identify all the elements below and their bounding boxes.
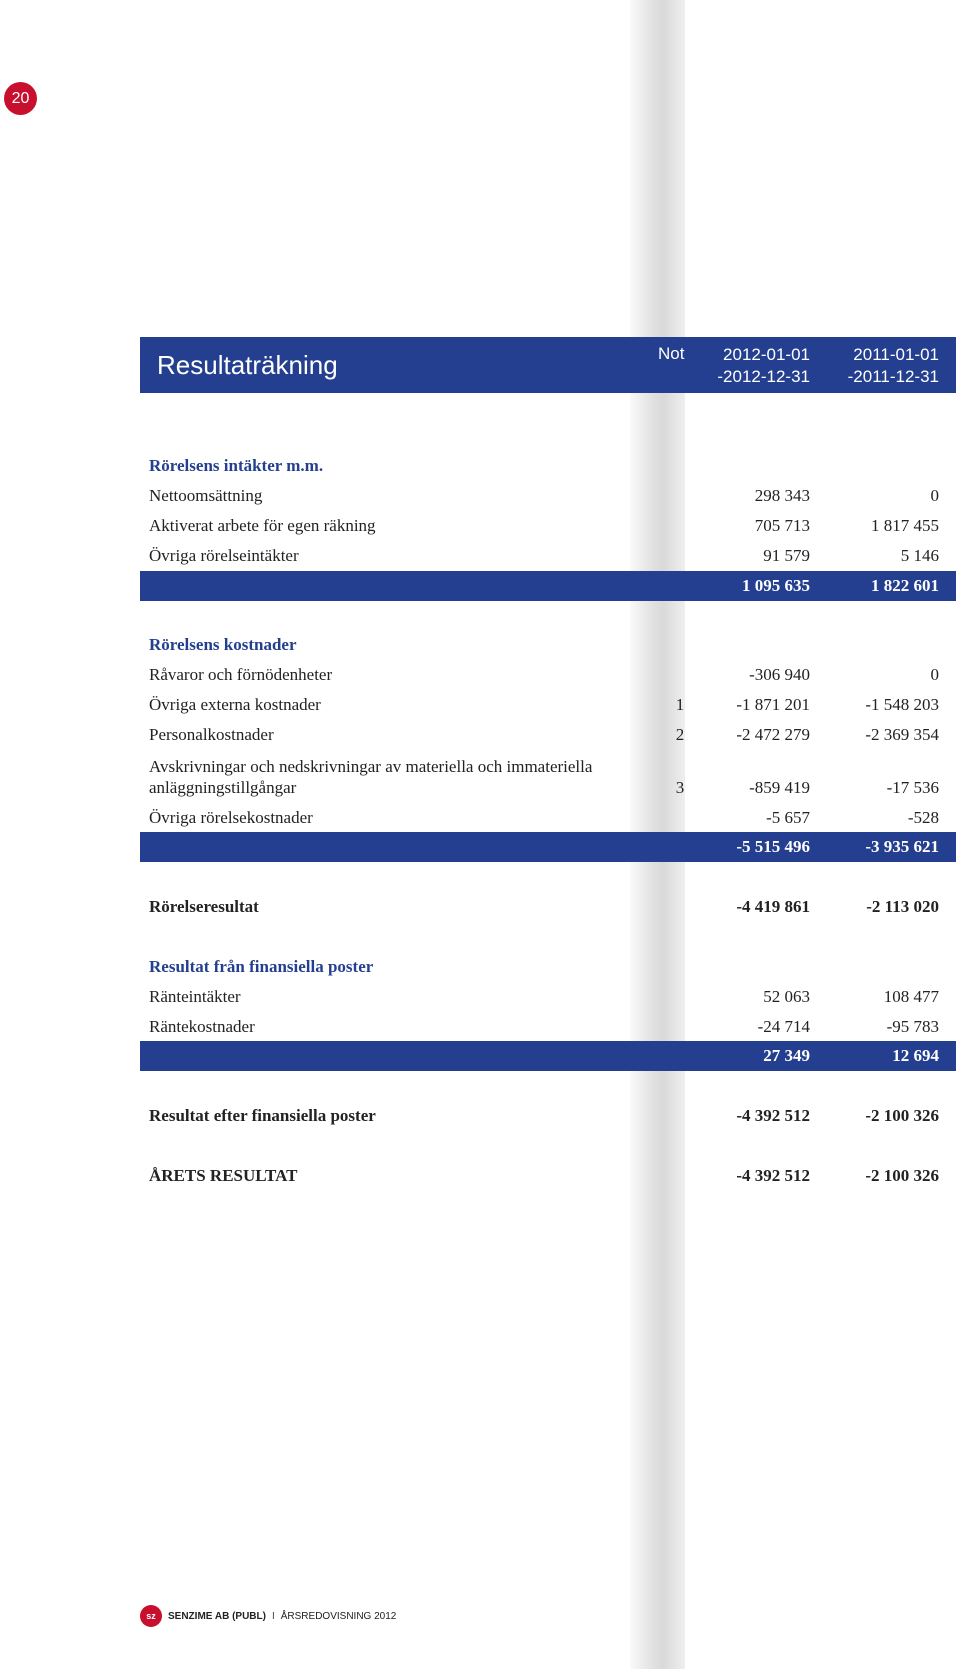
period-2012-start: 2012-01-01 <box>723 345 810 364</box>
value-2011: -2 369 354 <box>865 725 939 744</box>
table-row <box>140 690 956 720</box>
row-label: Rörelsens kostnader <box>149 635 297 654</box>
value-2012: -306 940 <box>749 665 810 684</box>
company-name: SENZIME AB (PUBL) <box>168 1610 266 1622</box>
row-label: Aktiverat arbete för egen räkning <box>149 516 376 535</box>
period-2011-start: 2011-01-01 <box>853 345 939 364</box>
value-2012: 705 713 <box>754 516 810 535</box>
page-footer <box>140 1604 396 1628</box>
value-2011: -95 783 <box>886 1017 939 1036</box>
net-result-row <box>140 1161 956 1191</box>
subtotal-row-operating-costs <box>140 832 956 862</box>
footer-separator: I <box>271 1610 275 1622</box>
value-2012: -5 657 <box>766 808 810 827</box>
row-label: ÅRETS RESULTAT <box>149 1166 298 1185</box>
value-2012: 91 579 <box>763 546 810 565</box>
note-reference: 2 <box>675 725 685 744</box>
period-2011-header <box>848 344 939 388</box>
value-2012: 298 343 <box>754 486 810 505</box>
value-2012: -24 714 <box>757 1017 810 1036</box>
row-label: Råvaror och förnödenheter <box>149 665 333 684</box>
row-label: Övriga externa kostnader <box>149 695 321 714</box>
row-label <box>149 756 592 798</box>
value-2012: -859 419 <box>749 778 810 797</box>
row-label: Resultat från finansiella poster <box>149 957 374 976</box>
value-2011: 12 694 <box>892 1046 939 1065</box>
value-2012: 1 095 635 <box>742 576 810 595</box>
section-heading-financial-items <box>140 952 956 982</box>
value-2012: -4 419 861 <box>736 897 810 916</box>
value-2011: 108 477 <box>883 987 939 1006</box>
table-row <box>140 511 956 541</box>
statement-title: Resultaträkning <box>157 350 338 380</box>
document-title: ÅRSREDOVISNING 2012 <box>280 1610 397 1622</box>
value-2011: -17 536 <box>886 778 939 797</box>
value-2012: -4 392 512 <box>736 1166 810 1185</box>
table-row <box>140 1012 956 1042</box>
period-2012-end: -2012-12-31 <box>717 367 810 386</box>
value-2011: 1 817 455 <box>871 516 939 535</box>
row-label: Ränteintäkter <box>149 987 241 1006</box>
value-2011: 5 146 <box>900 546 939 565</box>
table-row <box>140 481 956 511</box>
value-2012: 52 063 <box>763 987 810 1006</box>
subtotal-row-operating-income <box>140 571 956 601</box>
note-reference: 1 <box>675 695 685 714</box>
row-label: Rörelsens intäkter m.m. <box>149 456 324 475</box>
value-2012: -5 515 496 <box>736 837 810 856</box>
row-label: Räntekostnader <box>149 1017 255 1036</box>
value-2011: -2 100 326 <box>865 1106 939 1125</box>
table-row <box>140 803 956 833</box>
value-2011: -2 113 020 <box>866 897 939 916</box>
table-row <box>140 982 956 1012</box>
result-after-financial-items-row <box>140 1101 956 1131</box>
value-2012: -1 871 201 <box>736 695 810 714</box>
page-number-badge: 20 <box>4 82 37 115</box>
section-heading-operating-income <box>140 451 956 481</box>
row-label-line-1: Avskrivningar och nedskrivningar av materiella och immateriella <box>149 757 593 776</box>
row-label-line-2: anläggningstillgångar <box>149 778 297 797</box>
value-2012: -2 472 279 <box>736 725 810 744</box>
note-column-header: Not <box>658 344 685 363</box>
value-2011: -3 935 621 <box>865 837 939 856</box>
period-2011-end: -2011-12-31 <box>847 367 939 386</box>
senzime-logo: sz <box>140 1605 162 1627</box>
value-2012: 27 349 <box>763 1046 810 1065</box>
table-row <box>140 660 956 690</box>
value-2012: -4 392 512 <box>736 1106 810 1125</box>
row-label: Resultat efter finansiella poster <box>149 1106 376 1125</box>
row-label: Övriga rörelseintäkter <box>149 546 299 565</box>
period-2012-header <box>717 344 810 388</box>
row-label: Rörelseresultat <box>149 897 259 916</box>
table-row <box>140 541 956 571</box>
section-heading-operating-costs <box>140 630 956 660</box>
operating-result-row <box>140 892 956 922</box>
table-row <box>140 720 956 750</box>
row-label: Nettoomsättning <box>149 486 263 505</box>
subtotal-row-financial-items <box>140 1041 956 1071</box>
value-2011: -2 100 326 <box>865 1166 939 1185</box>
note-reference: 3 <box>675 778 685 797</box>
value-2011: 1 822 601 <box>871 576 939 595</box>
table-row <box>140 753 956 801</box>
row-label: Personalkostnader <box>149 725 274 744</box>
row-label: Övriga rörelsekostnader <box>149 808 313 827</box>
value-2011: -1 548 203 <box>865 695 939 714</box>
value-2011: 0 <box>930 486 939 505</box>
value-2011: -528 <box>907 808 939 827</box>
statement-header <box>140 337 956 393</box>
value-2011: 0 <box>930 665 939 684</box>
